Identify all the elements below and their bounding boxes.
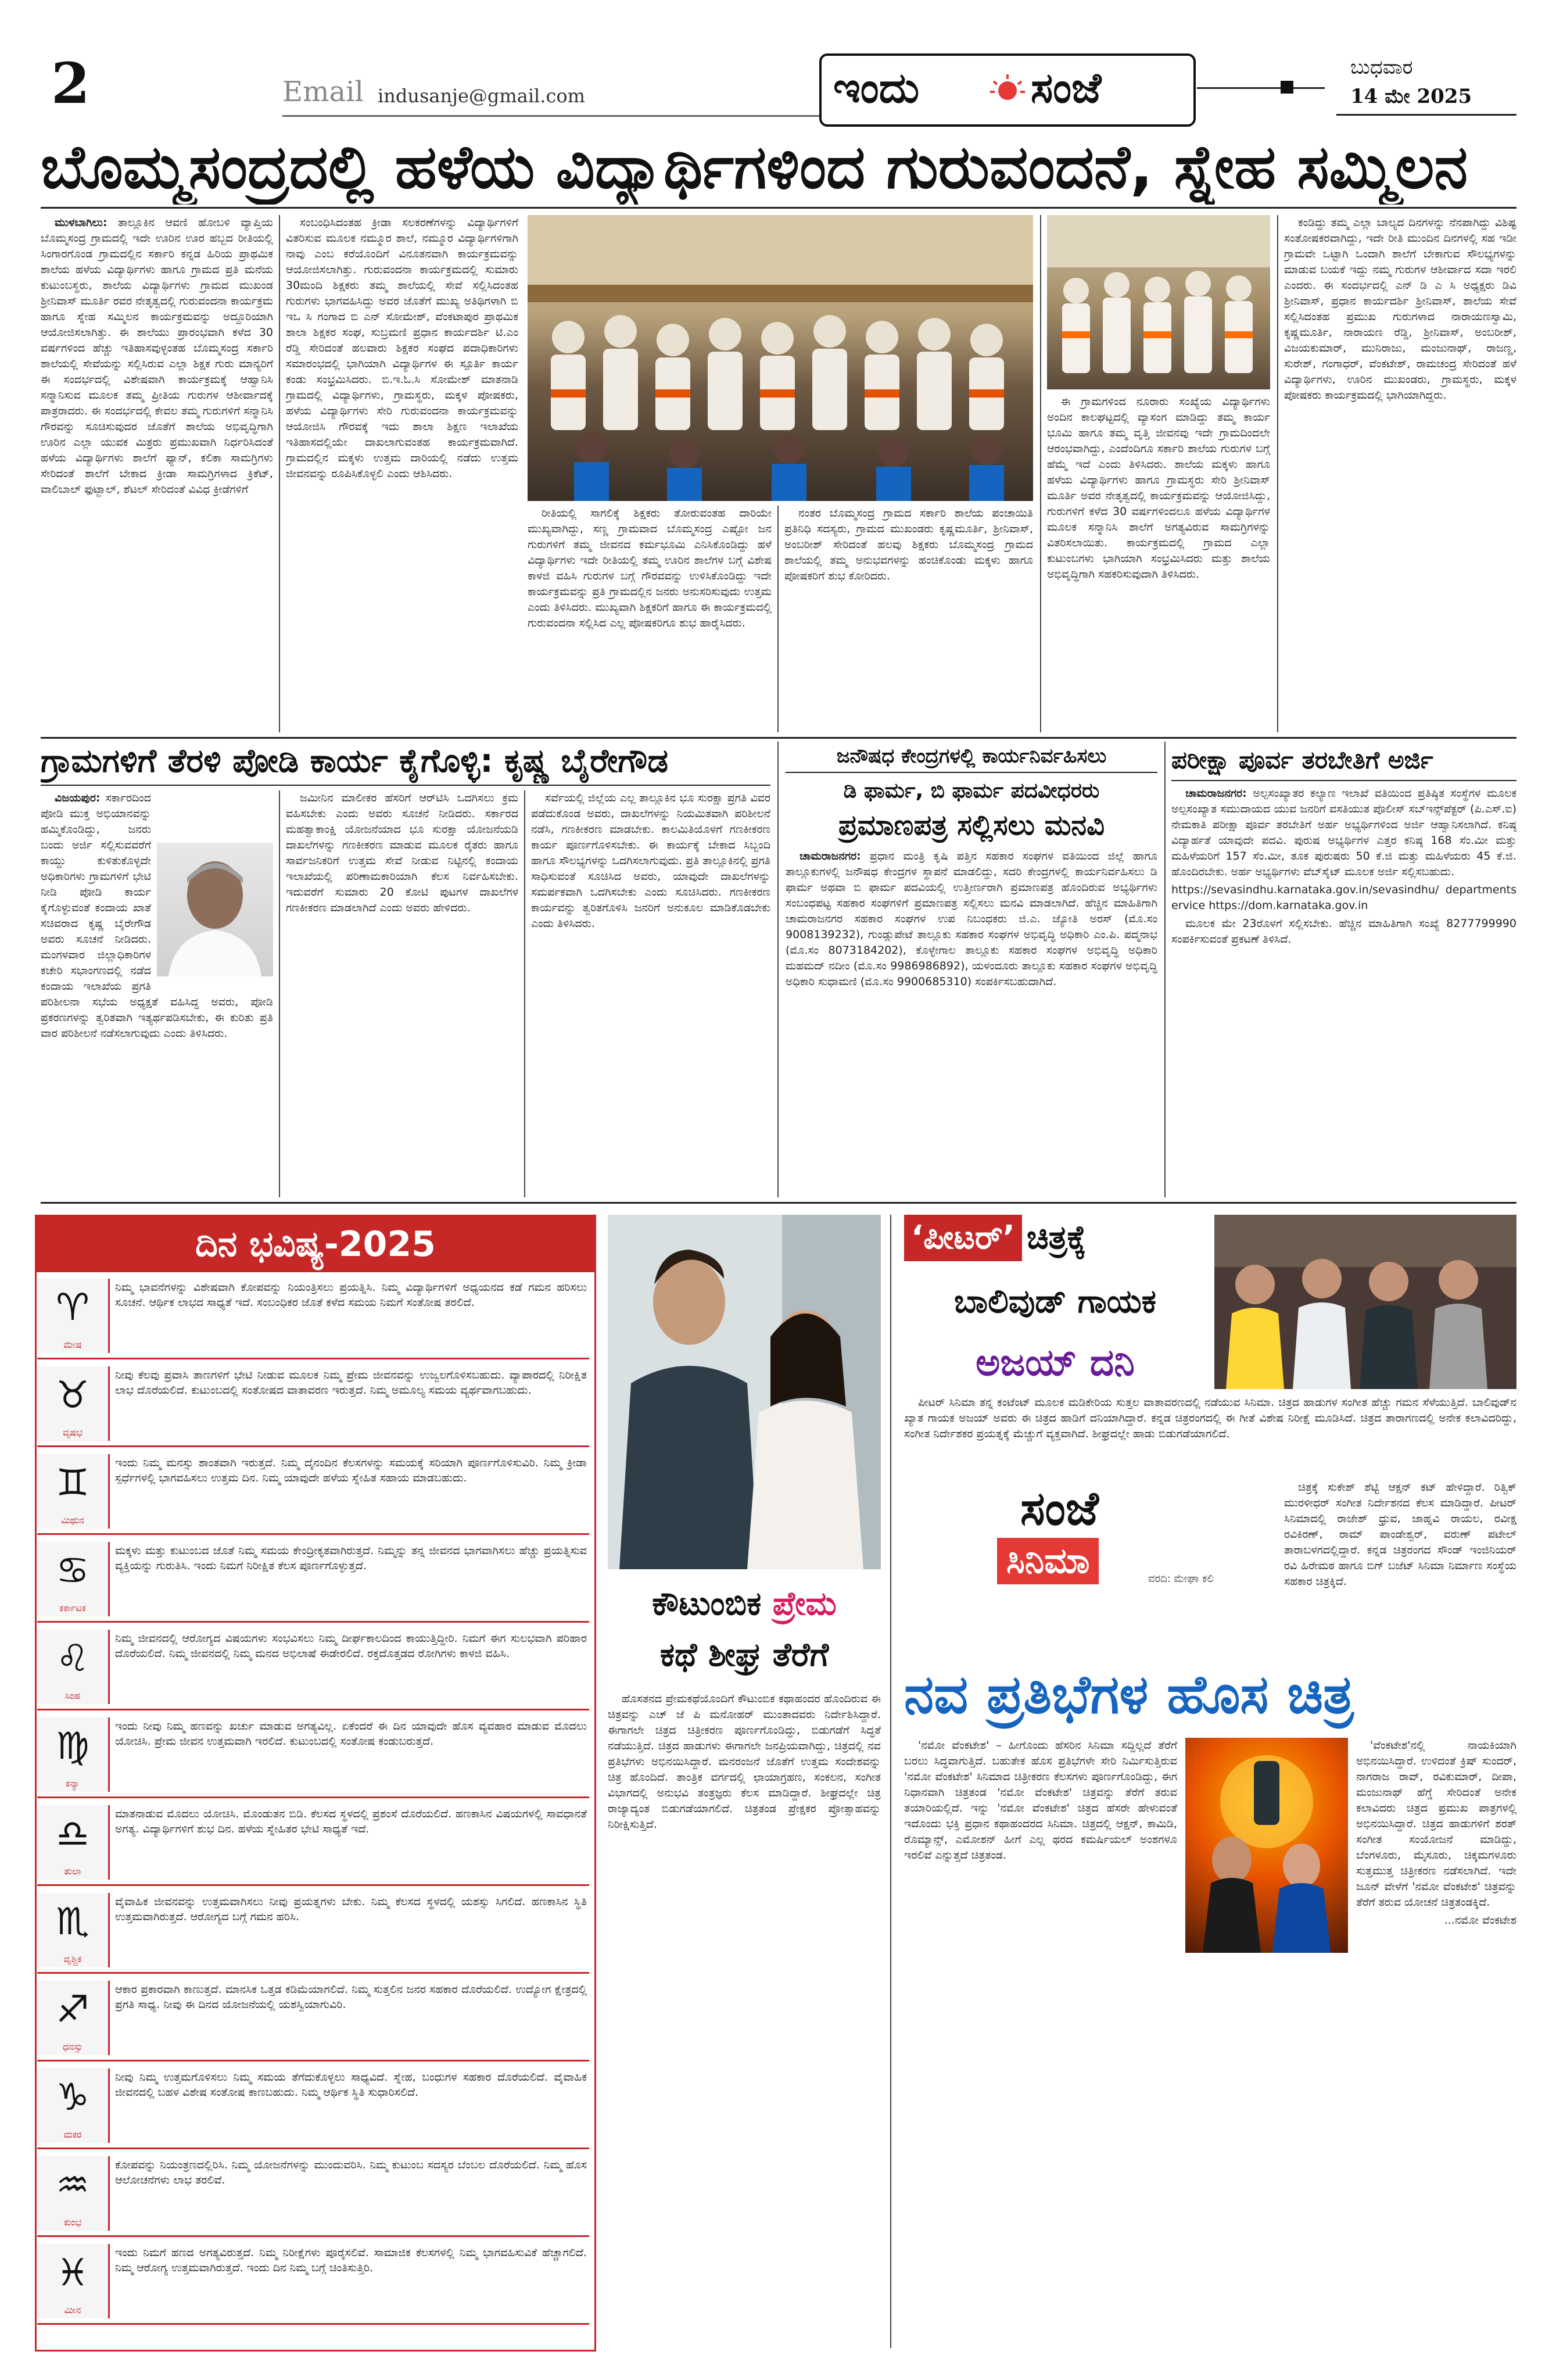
- story4-tail: ಮೂಲಕ ಮೇ 23ರೊಳಗೆ ಸಲ್ಲಿಸಬೇಕು. ಹೆಚ್ಚಿನ ಮಾಹಿತಿಗಾಗಿ ಸಂಖ್ಯೆ 8277799990 ಸಂಪರ್ಕಿಸುವಂತೆ ಪ್ರಕಟಣೆ ತಿಳಿಸಿದೆ.: [1171, 917, 1516, 946]
- weekday: ಬುಧವಾರ: [1350, 56, 1413, 79]
- masthead-right: ಸಂಜೆ: [1031, 63, 1102, 112]
- zodiac-name: ಮಕರ: [63, 2129, 82, 2140]
- lead-rule: [41, 207, 1516, 209]
- minister-portrait: [157, 843, 273, 976]
- story3-body: [786, 849, 1157, 1197]
- lead-col-6: [1284, 215, 1516, 732]
- film2-title-rest: ಚಿತ್ರಕ್ಕೆ: [1026, 1219, 1087, 1257]
- film2-photo: [1214, 1215, 1516, 1389]
- film2-body-2: [1284, 1480, 1516, 1660]
- film2-title: [904, 1215, 1206, 1267]
- film-vrule: [890, 1215, 891, 2348]
- film2-line2: ಬಾಲಿವುಡ್ ಗಾಯಕ: [954, 1283, 1156, 1320]
- story2-col1-text: ಸರ್ಕಾರದಿಂದ ಪೋಡಿ ಮುಕ್ತ ಅಭಿಯಾನವನ್ನು ಹಮ್ಮಿಕೊಂಡಿದ್ದು, ಜನರು ಬಂದು ಅರ್ಜಿ ಸಲ್ಲಿಸುವವರೆಗೆ ಕಾಯ್ದು ಕುಳಿತುಕೊಳ್ಳದೇ ಅಧಿಕಾರಿಗಳು ಗ್ರಾಮಗಳಿಗೆ ಭೇಟಿ ನೀಡಿ ಪೋಡಿ ಕಾರ್ಯ ಕೈಗೊಳ್ಳುವಂತೆ ಕಂದಾಯ ಖಾತೆ ಸಚಿವರಾದ ಕೃಷ್ಣ ಬೈರೇಗೌಡ ಅವರು ಸೂಚನೆ ನೀಡಿದರು. ಮಂಗಳವಾರ ಜಿಲ್ಲಾಧಿಕಾರಿಗಳ ಕಚೇರಿ ಸಭಾಂಗಣದಲ್ಲಿ ನಡೆದ ಕಂದಾಯ ಇಲಾಖೆಯ ಪ್ರಗತಿ ಪರಿಶೀಲನಾ ಸಭೆಯ ಅಧ್ಯಕ್ಷತೆ ವಹಿಸಿದ್ದ ಅವರು, ಪೋಡಿ ಪ್ರಕರಣಗಳನ್ನು ತ್ವರಿತವಾಗಿ ಇತ್ಯರ್ಥಪಡಿಸಬೇಕು, ಈ ಕುರಿತು ಪ್ರತಿ ವಾರ ಪರಿಶೀಲನೆ ನಡೆಸಲಾಗುವುದು ಎಂದು ತಿಳಿಸಿದರು.: [41, 792, 273, 1040]
- zodiac-glyph-icon: ♍: [56, 1725, 89, 1768]
- lead-col5-text: ಈ ಗ್ರಾಮಗಳಿಂದ ನೂರಾರು ಸಂಖ್ಯೆಯ ವಿದ್ಯಾರ್ಥಿಗಳು ಅಂದಿನ ಕಾಲಘಟ್ಟದಲ್ಲಿ ವ್ಯಾಸಂಗ ಮಾಡಿದ್ದು ತಮ್ಮ ಕಾರ್ಯ ಭೂಮಿ ಹಾಗೂ ತಮ್ಮ ವೃತ್ತಿ ಜೀವನವು ಇದೇ ಗ್ರಾಮದಿಂದಲೇ ಆರಂಭವಾಗಿದ್ದು, ಎಂದೆಂದಿಗೂ ಸರ್ಕಾರಿ ಶಾಲೆಯ ಗುರುಗಳ ಬಗ್ಗೆ ಹೆಮ್ಮೆ ಇದೆ ಎಂದು ತಿಳಿಸಿದರು. ಶಾಲೆಯ ಮಕ್ಕಳು ಹಾಗೂ ಹಳೆಯ ವಿದ್ಯಾರ್ಥಿಗಳು ಹಾಗೂ ಗ್ರಾಮಸ್ಥರು ಸೇರಿ ಶ್ರೀನಿವಾಸ್ ಮೂರ್ತಿ ಅವರ ನೇತೃತ್ವದಲ್ಲಿ ಕಾರ್ಯಕ್ರಮವನ್ನು ಆಯೋಜಿಸಿದ್ದು, ಗುರುಗಳಿಗೆ ಕಳೆದ 30 ವರ್ಷಗಳಿಂದಲೂ ಹಳೆಯ ವಿದ್ಯಾರ್ಥಿಗಳ ಮೂಲಕ ಸನ್ಮಾನಿಸಿ ಶಾಲೆಗೆ ಅಗತ್ಯವಿರುವ ಸಾಮಗ್ರಿಗಳನ್ನು ವಿತರಿಸಲಾಯಿತು. ಕಾರ್ಯಕ್ರಮದಲ್ಲಿ ಗ್ರಾಮದ ಎಲ್ಲಾ ಕುಟುಂಬಗಳು ಭಾಗಿಯಾಗಿ ಸಂಭ್ರಮಿಸಿದರು ಮತ್ತು ಶಾಲೆಯ ಅಭಿವೃದ್ಧಿಗಾಗಿ ಸಹಕರಿಸುವುದಾಗಿ ತಿಳಿಸಿದರು.: [1047, 395, 1270, 581]
- page-header: [0, 0, 1556, 134]
- lead-col-4: [784, 506, 1033, 732]
- lead-headline: ಬೊಮ್ಮಸಂದ್ರದಲ್ಲಿ ಹಳೆಯ ವಿದ್ಯಾರ್ಥಿಗಳಿಂದ ಗುರುವಂದನೆ, ಸ್ನೇಹ ಸಮ್ಮಿಲನ: [41, 131, 1468, 202]
- story2-col3-text: ಸರ್ವೆಯಲ್ಲಿ ಜಿಲ್ಲೆಯ ಎಲ್ಲ ತಾಲ್ಲೂಕಿನ ಭೂ ಸುರಕ್ಷಾ ಪ್ರಗತಿ ವಿವರ ಪಡೆದುಕೊಂಡ ಅವರು, ದಾಖಲೆಗಳನ್ನು ನಿಯಮಿತವಾಗಿ ಪರಿಶೀಲನೆ ನಡೆಸಿ, ಗಣಕೀಕರಣ ಮಾಡಬೇಕು. ಕಾಲಮಿತಿಯೊಳಗೆ ಗಣಕೀಕರಣ ಕಾರ್ಯ ಪೂರ್ಣಗೊಳಿಸಬೇಕು. ಈ ಕಾರ್ಯಕ್ಕೆ ಬೇಕಾದ ಸಿಬ್ಬಂದಿ ಹಾಗೂ ಸೌಲಭ್ಯಗಳನ್ನು ಒದಗಿಸಲಾಗುವುದು. ಪ್ರತಿ ತಾಲ್ಲೂಕಿನಲ್ಲಿ ಪ್ರಗತಿ ಸಾಧಿಸುವಂತೆ ಸೂಚಿಸಿದ ಅವರು, ಯಾವುದೇ ದಾಖಲೆಗಳನ್ನು ಸಮರ್ಪಕವಾಗಿ ಒದಗಿಸಬೇಕು ಎಂದು ಸೂಚಿಸಿದರು. ಗಣಕೀಕರಣ ಕಾರ್ಯವನ್ನು ತ್ವರಿತಗೊಳಿಸಿ ಜನರಿಗೆ ಅನುಕೂಲ ಮಾಡಿಕೊಡಬೇಕು ಎಂದು ತಿಳಿಸಿದರು.: [531, 792, 770, 930]
- story3-dateline: ಚಾಮರಾಜನಗರ:: [799, 850, 861, 862]
- zodiac-name: ಕುಂಭ: [63, 2217, 82, 2228]
- lead-bottom-rule: [41, 737, 1516, 739]
- zodiac-name: ವೃಶ್ಚಿಕ: [63, 1953, 82, 1964]
- story3-kicker-rule: [786, 772, 1157, 773]
- zodiac-glyph-icon: ♉: [56, 1374, 89, 1417]
- email-address[interactable]: indusanje@gmail.com: [378, 85, 585, 107]
- story3-kicker: ಜನೌಷಧ ಕೇಂದ್ರಗಳಲ್ಲಿ ಕಾರ್ಯನಿರ್ವಹಿಸಲು: [836, 745, 1107, 768]
- horoscope-row: [37, 1891, 589, 1974]
- sanje-label: ಸಂಜೆ: [1020, 1481, 1099, 1536]
- story4-url-1[interactable]: https://sevasindhu.karnataka.gov.in/sevasindhu/: [1171, 883, 1439, 896]
- zodiac-sign-icon: [37, 1454, 110, 1529]
- lead-col3-text: ರೀತಿಯಲ್ಲಿ ಸಾಗಲಿಕ್ಕೆ ಶಿಕ್ಷಕರು ತೋರುವಂತಹ ದಾರಿಯೇ ಮುಖ್ಯವಾಗಿದ್ದು, ಸಣ್ಣ ಗ್ರಾಮವಾದ ಬೊಮ್ಮಸಂದ್ರ ಎಷ್ಟೋ ಜನ ಗುರುಗಳಿಗೆ ತಮ್ಮ ಜೀವನದ ಕರ್ಮಭೂಮಿ ಎನಿಸಿಕೊಂಡಿದ್ದು ಹಳೆ ವಿದ್ಯಾರ್ಥಿಗಳು ಇದೇ ರೀತಿಯಲ್ಲಿ ತಮ್ಮ ಊರಿನ ಶಾಲೆಗಳ ಬಗ್ಗೆ ವಿಶೇಷ ಕಾಳಜಿ ವಹಿಸಿ ಗುರುಗಳ ಬಗ್ಗೆ ಗೌರವವನ್ನು ಉಳಿಸಿಕೊಂಡಿದ್ದು ಇದೇ ಕಾರ್ಯಕ್ರಮವನ್ನು ಪ್ರತಿ ಗ್ರಾಮದಲ್ಲಿನ ಜನರು ಅನುಸರಿಸುವುದು ಉತ್ತಮ ಎಂದು ತಿಳಿಸಿದರು. ಮುಖ್ಯವಾಗಿ ಶಿಕ್ಷಕರಿಗೆ ಹಾಗೂ ಈ ಕಾರ್ಯಕ್ರಮದಲ್ಲಿ ಗುರುವಂದನಾ ಸಲ್ಲಿಸಿದ ಎಲ್ಲ ಪೋಷಕರಿಗೂ ಶುಭ ಹಾರೈಸಿದರು.: [528, 507, 772, 629]
- page-number: 2: [51, 51, 90, 116]
- film3-body1-text: 'ನಮೋ ವೆಂಕಟೇಶ' – ಹೀಗೊಂದು ಹೆಸರಿನ ಸಿನಿಮಾ ಸದ್ದಿಲ್ಲದೆ ತೆರೆಗೆ ಬರಲು ಸಿದ್ಧವಾಗುತ್ತಿದೆ. ಬಹುತೇಕ ಹೊಸ ಪ್ರತಿಭೆಗಳೇ ಸೇರಿ ನಿರ್ಮಿಸುತ್ತಿರುವ 'ನಮೋ ವೆಂಕಟೇಶ' ಸಿನಿಮಾದ ಚಿತ್ರೀಕರಣ ಕೆಲಸಗಳು ಪೂರ್ಣಗೊಂಡಿದ್ದು, ಈಗ ನಿಧಾನವಾಗಿ ಚಿತ್ರತಂಡ 'ನಮೋ ವೆಂಕಟೇಶ' ಚಿತ್ರವನ್ನು ತೆರೆಗೆ ತರುವ ತಯಾರಿಯಲ್ಲಿದೆ. ಇನ್ನು 'ನಮೋ ವೆಂಕಟೇಶ' ಚಿತ್ರದ ಹೆಸರೇ ಹೇಳುವಂತೆ ಇದೊಂದು ಭಕ್ತಿ ಪ್ರಧಾನ ಕಥಾಹಂದರದ ಸಿನಿಮಾ. ಚಿತ್ರದಲ್ಲಿ ಆಕ್ಷನ್, ಕಾಮಿಡಿ, ರೊಮ್ಯಾನ್ಸ್, ಎಮೋಶನ್ ಹೀಗೆ ಎಲ್ಲ ಥರದ ಕಮರ್ಷಿಯಲ್ ಅಂಶಗಳೂ ಇರಲಿವೆ ಎನ್ನುತ್ತದೆ ಚಿತ್ರತಂಡ.: [904, 1739, 1177, 1862]
- horoscope-row: [37, 1452, 589, 1535]
- lead-photo: [528, 215, 1033, 501]
- story2-vrule-3: [777, 742, 779, 1197]
- zodiac-glyph-icon: ♋: [56, 1549, 89, 1592]
- lead-col2-text: ಸಂಬಂಧಿಸಿದಂತಹ ಕ್ರೀಡಾ ಸಲಕರಣೆಗಳನ್ನು ವಿದ್ಯಾರ್ಥಿಗಳಿಗೆ ವಿತರಿಸುವ ಮೂಲಕ ನಮ್ಮೂರ ಶಾಲೆ, ನಮ್ಮೂರ ವಿದ್ಯಾರ್ಥಿಗಳಿಗಾಗಿ ನಾವು ಎಂಬ ಕರೆಯೊಂದಿಗೆ ವಿನೂತನವಾಗಿ ಕಾರ್ಯಕ್ರಮವನ್ನು ಆಯೋಜಿಸಲಾಗಿತ್ತು. ಗುರುವಂದನಾ ಕಾರ್ಯಕ್ರಮದಲ್ಲಿ ಸುಮಾರು 30ಮಂದಿ ಶಿಕ್ಷಕರು ತಮ್ಮ ಶಾಲೆಯಲ್ಲಿ ಸೇವೆ ಸಲ್ಲಿಸಿದಂತಹ ಗುರುಗಳು ಭಾಗವಹಿಸಿದ್ದು ಅವರ ಜೊತೆಗೆ ಮುಖ್ಯ ಅತಿಥಿಗಳಾಗಿ ಬಿ ಇಒ ಸಿ ಗಂಗಾದ ಬಿ ಎನ್ ಸೋಮೇಶ್, ವೆಂಕಟಾಪುರ ಪ್ರಾಥಮಿಕ ಶಾಲಾ ಶಿಕ್ಷಕರ ಸಂಘ, ಸುಬ್ರಮಣಿ ಪ್ರಧಾನ ಕಾರ್ಯದರ್ಶಿ ಟಿ.ಎಂ ರೆಡ್ಡಿ ಸೇರಿದಂತೆ ಹಲವಾರು ಶಿಕ್ಷಕರ ಸಂಘದ ಪದಾಧಿಕಾರಿಗಳು ಸಮಾರಂಭದಲ್ಲಿ ಭಾಗಿಯಾಗಿ ವಿದ್ಯಾರ್ಥಿಗಳ ಈ ಸ್ಪೂರ್ತಿ ಕಾರ್ಯ ಕಂಡು ಸಂಭ್ರಮಿಸಿದರು. ಬಿ.ಇ.ಓ.ಸಿ ಸೋಮೇಶ್ ಮಾತನಾಡಿ ಗ್ರಾಮದಲ್ಲಿ ವಿದ್ಯಾರ್ಥಿಗಳು, ಗ್ರಾಮಸ್ಥರು, ಮಕ್ಕಳ ಪೋಷಕರು, ಹಳೆಯ ವಿದ್ಯಾರ್ಥಿಗಳು ಸೇರಿ ಗುರುವಂದನಾ ಕಾರ್ಯಕ್ರಮವನ್ನು ಆಯೋಜಿಸಿ ಗೌರವಕ್ಕೆ ಇದು ಶಾಲಾ ಶಿಕ್ಷಣ ಇಲಾಖೆಯ ಇತಿಹಾಸದಲ್ಲಿಯೇ ದಾಖಲಾಗುವಂತಹ ಕಾರ್ಯಕ್ರಮವಾಗಿದೆ. ಗ್ರಾಮದಲ್ಲಿನ ಮಕ್ಕಳು ಉತ್ತಮ ದಾರಿಯಲ್ಲಿ ನಡೆದು ಉತ್ತಮ ಜೀವನವನ್ನು ರೂಪಿಸಿಕೊಳ್ಳಲಿ ಎಂದು ಆಶಿಸಿದರು.: [286, 216, 518, 480]
- header-bullet: [1281, 81, 1293, 94]
- story3-headline: ಪ್ರಮಾಣಪತ್ರ ಸಲ್ಲಿಸಲು ಮನವಿ: [838, 809, 1105, 842]
- story2-vrule-2: [524, 790, 525, 1197]
- masthead: [819, 53, 1196, 127]
- zodiac-sign-icon: [37, 2068, 110, 2143]
- film1-headline-accent: ಪ್ರೇಮ: [772, 1585, 837, 1623]
- zodiac-forecast: ಕೋಪವನ್ನು ನಿಯಂತ್ರಣದಲ್ಲಿರಿಸಿ. ನಿಮ್ಮ ಯೋಜನೆಗಳನ್ನು ಮುಂದುವರಿಸಿ. ನಿಮ್ಮ ಕುಟುಂಬ ಸದಸ್ಯರ ಬೆಂಬಲ ದೊರೆಯಲಿದೆ. ನಿಮ್ಮ ಹೊಸ ಆಲೋಚನೆಗಳು ಲಾಭ ತರಲಿವೆ.: [115, 2159, 587, 2186]
- zodiac-sign-icon: [37, 2156, 110, 2231]
- horoscope-row: [37, 2066, 589, 2149]
- zodiac-forecast: ಮಕ್ಕಳು ಮತ್ತು ಕುಟುಂಬದ ಜೊತೆ ನಿಮ್ಮ ಸಮಯ ಕೇಂದ್ರೀಕೃತವಾಗಿರುತ್ತದೆ. ನಿಮ್ಮನ್ನು ತನ್ನ ಜೀವನದ ಭಾಗವಾಗಿಸಲು ಹೆಚ್ಚು ಪ್ರಯತ್ನಿಸುವ ವ್ಯಕ್ತಿಯನ್ನು ಗುರುತಿಸಿ. ಇಂದು ನಿಮಗೆ ನಿರೀಕ್ಷಿತ ಕೆಲಸ ಪೂರ್ಣಗೊಳ್ಳುತ್ತದೆ.: [115, 1544, 587, 1572]
- film1-photo: [608, 1215, 881, 1569]
- zodiac-name: ಮೀನ: [64, 2304, 81, 2315]
- zodiac-glyph-icon: ♒: [56, 2164, 89, 2207]
- story2-col2-text: ಜಮೀನಿನ ಮಾಲೀಕರ ಹೆಸರಿಗೆ ಆರ್‌ಟಿಸಿ ಒದಗಿಸಲು ಕ್ರಮ ವಹಿಸಬೇಕು ಎಂದು ಅವರು ಸೂಚನೆ ನೀಡಿದರು. ಸರ್ಕಾರದ ಮಹತ್ವಾಕಾಂಕ್ಷಿ ಯೋಜನೆಯಾದ ಭೂ ಸುರಕ್ಷಾ ಯೋಜನೆಯಡಿ ದಾಖಲೆಗಳನ್ನು ಗಣಕೀಕರಣ ಮಾಡುವ ಮೂಲಕ ರೈತರು ಹಾಗೂ ಸಾರ್ವಜನಿಕರಿಗೆ ಉತ್ತಮ ಸೇವೆ ನೀಡುವ ನಿಟ್ಟಿನಲ್ಲಿ ಕಂದಾಯ ಇಲಾಖೆಯಲ್ಲಿ ಪರಿಣಾಮಕಾರಿಯಾಗಿ ಕೆಲಸ ನಿರ್ವಹಿಸಬೇಕು. ಇದುವರೆಗೆ ಸುಮಾರು 20 ಕೋಟಿ ಪುಟಗಳ ದಾಖಲೆಗಳ ಗಣಕೀಕರಣ ಮಾಡಲಾಗಿದೆ ಎಂದು ಅವರು ಹೇಳಿದರು.: [286, 792, 518, 914]
- zodiac-glyph-icon: ♎: [56, 1813, 89, 1856]
- zodiac-glyph-icon: ♌: [56, 1637, 89, 1680]
- zodiac-forecast: ಇಂದು ನಿಮ್ಮ ಮನಸ್ಸು ಶಾಂತವಾಗಿ ಇರುತ್ತದೆ. ನಿಮ್ಮ ದೈನಂದಿನ ಕೆಲಸಗಳನ್ನು ಸಮಯಕ್ಕೆ ಸರಿಯಾಗಿ ಪೂರ್ಣಗೊಳಿಸುವಿರಿ. ನಿಮ್ಮ ಕ್ರೀಡಾ ಸ್ಪರ್ಧೆಗಳಲ್ಲಿ ಭಾಗವಹಿಸಲು ಉತ್ತಮ ದಿನ. ನಿಮ್ಮ ಯಾವುದೇ ಹಳೆಯ ಸ್ನೇಹಿತ ಸಹಾಯ ಮಾಡಬಹುದು.: [115, 1456, 587, 1484]
- zodiac-forecast: ಆಕಾರ ಪ್ರಕಾರವಾಗಿ ಕಾಣುತ್ತದೆ. ಮಾನಸಿಕ ಒತ್ತಡ ಕಡಿಮೆಯಾಗಲಿದೆ. ನಿಮ್ಮ ಸುತ್ತಲಿನ ಜನರ ಸಹಕಾರ ದೊರೆಯಲಿದೆ. ಉದ್ಯೋಗ ಕ್ಷೇತ್ರದಲ್ಲಿ ಪ್ರಗತಿ ಸಾಧ್ಯ. ನೀವು ಈ ದಿನದ ಯೋಜನೆಯಲ್ಲಿ ಯಶಸ್ವಿಯಾಗುವಿರಿ.: [115, 1983, 587, 2011]
- story2-dateline: ವಿಜಯಪುರ:: [55, 792, 101, 804]
- sun-logo-icon: [990, 73, 1025, 105]
- film2-body-text: ಪೀಟರ್ ಸಿನಿಮಾ ತನ್ನ ಕಂಟೆಂಟ್ ಮೂಲಕ ಮಡಿಕೇರಿಯ ಸುತ್ತಲ ವಾತಾವರಣದಲ್ಲಿ ನಡೆಯುವ ಸಿನಿಮಾ. ಚಿತ್ರದ ಹಾಡುಗಳ ಸಂಗೀತ ಹೆಚ್ಚು ಗಮನ ಸೆಳೆಯುತ್ತಿದೆ. ಬಾಲಿವುಡ್‌ನ ಖ್ಯಾತ ಗಾಯಕ ಅಜಯ್ ಅವರು ಈ ಚಿತ್ರದ ಹಾಡಿಗೆ ದನಿಯಾಗಿದ್ದಾರೆ. ಕನ್ನಡ ಚಿತ್ರರಂಗದಲ್ಲಿ ಈ ಗೀತೆ ವಿಶೇಷ ನಿರೀಕ್ಷೆ ಮೂಡಿಸಿದೆ. ಚಿತ್ರದ ತಾರಾಗಣದಲ್ಲಿ ಅನೇಕ ಕಲಾವಿದರಿದ್ದು, ಸಂಗೀತ ನಿರ್ದೇಶಕರ ಪ್ರಯತ್ನಕ್ಕೆ ಮೆಚ್ಚುಗೆ ವ್ಯಕ್ತವಾಗಿದೆ. ಶೀಘ್ರದಲ್ಲೇ ಹಾಡು ಬಿಡುಗಡೆಯಾಗಲಿದೆ.: [904, 1396, 1516, 1440]
- story2-col-1: [41, 790, 273, 1197]
- film3-body2-text: 'ವೆಂಕಟೇಶ'ನಲ್ಲಿ ನಾಯಕಿಯಾಗಿ ಅಭಿನಯಿಸಿದ್ದಾರೆ. ಉಳಿದಂತೆ ಕ್ರಿಷ್ ಸುಂದರ್, ನಾಗರಾಜ ರಾವ್, ರವಿಕುಮಾರ್, ದೀಪಾ, ಮಂಜುನಾಥ್ ಹೆಗ್ಡೆ ಸೇರಿದಂತೆ ಅನೇಕ ಕಲಾವಿದರು ಚಿತ್ರದ ಪ್ರಮುಖ ಪಾತ್ರಗಳಲ್ಲಿ ಅಭಿನಯಿಸಿದ್ದಾರೆ. ಚಿತ್ರದ ಹಾಡುಗಳಿಗೆ ಶರತ್ ಸಂಗೀತ ಸಂಯೋಜನೆ ಮಾಡಿದ್ದು, ಬೆಂಗಳೂರು, ಮೈಸೂರು, ಚಿಕ್ಕಮಗಳೂರು ಸುತ್ತಮುತ್ತ ಚಿತ್ರೀಕರಣ ನಡೆಸಲಾಗಿದೆ. ಇದೇ ಜೂನ್ ವೇಳೆಗೆ 'ನಮೋ ವೆಂಕಟೇಶ' ಚಿತ್ರವನ್ನು ತೆರೆಗೆ ತರುವ ಯೋಚನೆ ಚಿತ್ರತಂಡಕ್ಕಿದೆ.: [1356, 1739, 1516, 1909]
- story2-rule: [41, 785, 770, 786]
- film3-col-1: [904, 1738, 1177, 2348]
- lead-col1-text: ತಾಲ್ಲೂಕಿನ ಆವಣಿ ಹೋಬಳಿ ವ್ಯಾಪ್ತಿಯ ಬೊಮ್ಮಸಂದ್ರ ಗ್ರಾಮದಲ್ಲಿ ಇದೇ ಊರಿನ ಊರ ಹಬ್ಬದ ರೀತಿಯಲ್ಲಿ ಸಿಂಗಾರಗೊಂಡ ಗ್ರಾಮದಲ್ಲಿನ ಸರ್ಕಾರಿ ಕನ್ನಡ ಹಿರಿಯ ಪ್ರಾಥಮಿಕ ಶಾಲೆಯ ಹಳೆಯ ವಿದ್ಯಾರ್ಥಿಗಳು ಹಾಗೂ ಗ್ರಾಮದ ಪ್ರತಿ ಮನೆಯ ಕುಟುಂಬಸ್ಥರು, ಶಾಲೆಯ ವಿದ್ಯಾರ್ಥಿಗಳು ಗ್ರಾಮದ ಮುಖಂಡ ಶ್ರೀನಿವಾಸ್ ಮೂರ್ತಿ ರವರ ನೇತೃತ್ವದಲ್ಲಿ ಗುರುವಂದನಾ ಕಾರ್ಯಕ್ರಮ ಹಾಗೂ ಸ್ನೇಹ ಸಮ್ಮಿಲನ ಕಾರ್ಯಕ್ರಮವನ್ನು ಅದ್ದೂರಿಯಾಗಿ ಆಯೋಜಿಸಲಾಗಿತ್ತು. ಈ ಶಾಲೆಯು ಪ್ರಾರಂಭವಾಗಿ ಕಳೆದ 30 ವರ್ಷಗಳಿಂದ ಹೆಚ್ಚು ಇತಿಹಾಸವುಳ್ಳಂತಹ ಬೊಮ್ಮಸಂದ್ರ ಸರ್ಕಾರಿ ಶಾಲೆಯಲ್ಲಿ ಸೇವೆಯನ್ನು ಸಲ್ಲಿಸಿರುವ ಎಲ್ಲಾ ಶಿಕ್ಷಕ ಗುರು ಮಾನ್ಯರಿಗೆ ಈ ಸಂದರ್ಭದಲ್ಲಿ ವಿಶೇಷವಾಗಿ ಕಾರ್ಯಕ್ರಮಕ್ಕೆ ಆಹ್ವಾನಿಸಿ ಸನ್ಮಾನಿಸುವ ಮೂಲಕ ತಮ್ಮ ಪ್ರೀತಿಯ ಗುರುಗಳ ಆಶೀರ್ವಾದಕ್ಕೆ ಪಾತ್ರರಾದರು. ಈ ಸಂದರ್ಭದಲ್ಲಿ ಕೇವಲ ತಮ್ಮ ಗುರುಗಳಿಗೆ ಸನ್ಮಾನಿಸಿ ಗೌರವನ್ನು ಸೂಚಿಸುವುದರ ಜೊತೆಗೆ ಶಾಲೆಯ ಅಭಿವೃದ್ಧಿಗಾಗಿ ಊರಿನ ಎಲ್ಲಾ ಯುವಕ ಮಿತ್ರರು ಪ್ರಮುಖವಾಗಿ ನಿರ್ಧರಿಸಿದಂತೆ ಹಳೆಯ ವಿದ್ಯಾರ್ಥಿಗಳು ಶಾಲೆಗೆ ಫ್ಯಾನ್, ಕಲಿಕಾ ಸಾಮಗ್ರಿಗಳು ಸೇರಿದಂತೆ ಶಾಲೆಗೆ ಬೇಕಾದ ಕ್ರೀಡಾ ಸಾಮಗ್ರಿಗಳಾದ ಕ್ರಿಕೆಟ್, ವಾಲಿಬಾಲ್ ಫುಟ್ಬಾಲ್, ಶೆಟಲ್ ಸೇರಿದಂತೆ ವಿವಿಧ ಕ್ರೀಡೆಗಳಿಗೆ: [41, 216, 273, 496]
- zodiac-forecast: ನೀವು ಕೆಲವು ಪ್ರವಾಸಿ ತಾಣಗಳಿಗೆ ಭೇಟಿ ನೀಡುವ ಮೂಲಕ ನಿಮ್ಮ ಪ್ರೇಮ ಜೀವನವನ್ನು ಉಜ್ವಲಗೊಳಿಸಬಹುದು. ವ್ಯಾಪಾರದಲ್ಲಿ ನಿರೀಕ್ಷಿತ ಲಾಭ ದೊರೆಯಲಿದೆ. ಕುಟುಂಬದಲ್ಲಿ ಸಂತೋಷದ ವಾತಾವರಣ ಇರುತ್ತದೆ. ನಿಮ್ಮ ಅಮೂಲ್ಯ ಸಮಯ ವ್ಯರ್ಥವಾಗಬಹುದು.: [115, 1369, 587, 1397]
- horoscope-row: [37, 2154, 589, 2237]
- horoscope-row: [37, 1627, 589, 1710]
- zodiac-sign-icon: [37, 1630, 110, 1704]
- film3-col-2: [1356, 1738, 1516, 2348]
- film1-body-text: ಹೊಸತನದ ಪ್ರೇಮಕಥೆಯೊಂದಿಗೆ ಕೌಟುಂಬಿಕ ಕಥಾಹಂದರ ಹೊಂದಿರುವ ಈ ಚಿತ್ರವನ್ನು ಎಚ್ ಜೆ ಪಿ ಮನೋಹರ್ ಮುಂತಾದವರು ನಿರ್ದೇಶಿಸಿದ್ದಾರೆ. ಈಗಾಗಲೇ ಚಿತ್ರದ ಚಿತ್ರೀಕರಣ ಪೂರ್ಣಗೊಂಡಿದ್ದು, ಬಿಡುಗಡೆಗೆ ಸಿದ್ಧತೆ ನಡೆಯುತ್ತಿದೆ. ಚಿತ್ರದ ಹಾಡುಗಳು ಈಗಾಗಲೇ ಜನಪ್ರಿಯವಾಗಿದ್ದು, ಚಿತ್ರದಲ್ಲಿ ನವ ಪ್ರತಿಭೆಗಳು ಅಭಿನಯಿಸಿದ್ದಾರೆ. ಮನರಂಜನೆ ಜೊತೆಗೆ ಉತ್ತಮ ಸಂದೇಶವನ್ನು ಚಿತ್ರ ಹೊಂದಿದೆ. ತಾಂತ್ರಿಕ ವರ್ಗದಲ್ಲಿ ಛಾಯಾಗ್ರಹಣ, ಸಂಕಲನ, ಸಂಗೀತ ವಿಭಾಗದಲ್ಲಿ ಅನುಭವಿ ತಂತ್ರಜ್ಞರು ಕೆಲಸ ಮಾಡಿದ್ದಾರೆ. ಶೀಘ್ರದಲ್ಲೇ ಚಿತ್ರ ರಾಜ್ಯಾದ್ಯಂತ ಬಿಡುಗಡೆಯಾಗಲಿದೆ. ಚಿತ್ರತಂಡ ಪ್ರೇಕ್ಷಕರ ಪ್ರೋತ್ಸಾಹವನ್ನು ನಿರೀಕ್ಷಿಸುತ್ತಿದೆ.: [608, 1692, 881, 1831]
- horoscope-row: [37, 1276, 589, 1359]
- masthead-left: ಇಂದು: [833, 63, 920, 112]
- lead-dateline: ಮುಳಬಾಗಿಲು:: [55, 216, 107, 229]
- story4-body-text: ಅಲ್ಪಸಂಖ್ಯಾತರ ಕಲ್ಯಾಣ ಇಲಾಖೆ ವತಿಯಿಂದ ಪ್ರತಿಷ್ಠಿತ ಸಂಸ್ಥೆಗಳ ಮೂಲಕ ಅಲ್ಪಸಂಖ್ಯಾತ ಸಮುದಾಯದ ಯುವ ಜನರಿಗೆ ವಸತಿಯುತ ಪೊಲೀಸ್ ಸಬ್‌ಇನ್ಸ್‌ಪೆಕ್ಟರ್ (ಪಿ.ಎಸ್.ಐ) ನೇಮಕಾತಿ ಪರೀಕ್ಷಾ ಪೂರ್ವ ತರಬೇತಿಗೆ ಅರ್ಹ ಅಭ್ಯರ್ಥಿಗಳಿಂದ ಅರ್ಜಿ ಆಹ್ವಾನಿಸಲಾಗಿದೆ. ಕನಿಷ್ಠ ವಿದ್ಯಾರ್ಹತೆ ಯಾವುದೇ ಪದವಿ. ಪುರುಷ ಅಭ್ಯರ್ಥಿಗಳ ಎತ್ತರ ಕನಿಷ್ಠ 168 ಸೆಂ.ಮೀ ಮತ್ತು ಮಹಿಳೆಯರಿಗೆ 157 ಸೆಂ.ಮೀ, ತೂಕ ಪುರುಷರು 50 ಕೆ.ಜಿ ಮತ್ತು ಮಹಿಳೆಯರು 45 ಕೆ.ಜಿ. ಹೊಂದಿರಬೇಕು. ಅರ್ಹ ಅಭ್ಯರ್ಥಿಗಳು ವೆಬ್‌ಸೈಟ್ ಮೂಲಕ ಅರ್ಜಿ ಸಲ್ಲಿಸಬಹುದು.: [1171, 787, 1516, 878]
- story4-headline: ಪರೀಕ್ಷಾ ಪೂರ್ವ ತರಬೇತಿಗೆ ಅರ್ಜಿ: [1171, 746, 1433, 774]
- zodiac-glyph-icon: ♏: [56, 1901, 89, 1944]
- zodiac-glyph-icon: ♓: [56, 2252, 89, 2295]
- story3-deck: ಡಿ ಫಾರ್ಮ, ಬಿ ಫಾರ್ಮ ಪದವೀಧರರು: [843, 779, 1100, 803]
- film3-photo: [1185, 1738, 1348, 1953]
- zodiac-glyph-icon: ♑: [56, 2076, 89, 2119]
- zodiac-sign-icon: [37, 1717, 110, 1792]
- lead-col-1: [41, 215, 273, 732]
- mid-rule: [41, 1202, 1516, 1204]
- zodiac-sign-icon: [37, 1981, 110, 2055]
- film2-body2-text: ಚಿತ್ರಕ್ಕೆ ಸುಕೇಶ್ ಶೆಟ್ಟಿ ಆಕ್ಷನ್ ಕಟ್ ಹೇಳಿದ್ದಾರೆ. ರಿತ್ವಿಕ್ ಮುರಳೀಧರ್ ಸಂಗೀತ ನಿರ್ದೇಶನದ ಕೆಲಸ ಮಾಡಿದ್ದಾರೆ. ಪೀಟರ್ ಸಿನಿಮಾದಲ್ಲಿ ರಾಜೇಶ್ ಧ್ರುವ, ಜಾಹ್ನವಿ ರಾಯಲ, ರವೀಕ್ಷ ರವಿಕಿರಣ್, ರಾಮ್ ಪಾಂಡೇಶ್ವರ್, ವರುಣ್ ಪಟೇಲ್ ತಾರಾಬಳಗದಲ್ಲಿದ್ದಾರೆ. ಕನ್ನಡ ಚಿತ್ರರಂಗದ ಸೌಂಡ್ ಇಂಜಿನಿಯರ್ ರವಿ ಹಿರೇಮಠ ಹಾಗೂ ಬಿಗ್ ಬಜೆಟ್ ಸಿನಿಮಾ ನಿರ್ಮಾಣ ಸಂಸ್ಥೆಯ ಸಹಕಾರ ಚಿತ್ರಕ್ಕಿದೆ.: [1284, 1481, 1516, 1588]
- lead-vrule-3: [777, 506, 779, 732]
- horoscope-row: [37, 1364, 589, 1447]
- lead-col6-text: ಕಂಡಿದ್ದು ತಮ್ಮ ಎಲ್ಲಾ ಬಾಲ್ಯದ ದಿನಗಳನ್ನು ನೆನಪಾಗಿದ್ದು ವಿಶಿಷ್ಟ ಸಂತೋಷಕರವಾಗಿದ್ದು, ಇದೇ ರೀತಿ ಮುಂದಿನ ದಿನಗಳಲ್ಲಿ ಸಹ ಇಡೀ ಗ್ರಾಮವೇ ಒಟ್ಟಾಗಿ ಒಂದಾಗಿ ಶಾಲೆಗೆ ಬೇಕಾಗುವ ಸೌಲಭ್ಯಗಳನ್ನು ಮಾಡುವ ಬಯಕೆ ಇದ್ದು ನಮ್ಮ ಗುರುಗಳ ಆಶೀರ್ವಾದ ಸದಾ ಇರಲಿ ಎಂದರು. ಈ ಸಂದರ್ಭದಲ್ಲಿ ಎನ್ ಡಿ ಎ ಸಿ ಅಧ್ಯಕ್ಷರು ಡಿವಿ ಶ್ರೀನಿವಾಸ್, ಪ್ರಧಾನ ಕಾರ್ಯದರ್ಶಿ ಶ್ರೀನಿವಾಸ್, ಶಾಲೆಯ ಸೇವೆ ಸಲ್ಲಿಸಿದಂತಹ ಪ್ರಮುಖ ಗುರುಗಳಾದ ನಾರಾಯಣಸ್ವಾಮಿ, ಕೃಷ್ಣಮೂರ್ತಿ, ನಾರಾಯಣ ರೆಡ್ಡಿ, ಶ್ರೀನಿವಾಸ್, ಅಂಬರೀಶ್, ವಿಜಯಕುಮಾರ್, ಮುನಿರಾಜು, ಮಂಜುನಾಥ್, ರಾಜಣ್ಣ, ಸುರೇಶ್, ಗಂಗಾಧರ್, ವೆಂಕಟೇಶ್, ರಾಮಚಂದ್ರ ಸೇರಿದಂತೆ ಹಳೆ ವಿದ್ಯಾರ್ಥಿಗಳು, ಊರಿನ ಮುಖಂಡರು, ಗ್ರಾಮಸ್ಥರು, ಮಕ್ಕಳ ಪೋಷಕರು ಕಾರ್ಯಕ್ರಮದಲ್ಲಿ ಭಾಗಿಯಾಗಿದ್ದರು.: [1284, 216, 1516, 402]
- zodiac-glyph-icon: ♊: [56, 1462, 89, 1505]
- film1-body: [608, 1691, 881, 2348]
- horoscope-row: [37, 1715, 589, 1798]
- zodiac-name: ತುಲಾ: [64, 1866, 81, 1877]
- sanje-cinema-logo: [904, 1480, 1276, 1590]
- zodiac-forecast: ನೀವು ನಿಮ್ಮ ಉತ್ತಮಗೊಳಿಸಲು ನಿಮ್ಮ ಸಮಯ ತೆಗೆದುಕೊಳ್ಳಲು ಸಾಧ್ಯವಿದೆ. ಸ್ನೇಹ, ಬಂಧುಗಳ ಸಹಕಾರ ದೊರೆಯಲಿದೆ. ವೈವಾಹಿಕ ಜೀವನದಲ್ಲಿ ಬಹಳ ವಿಶೇಷ ಸಂತೋಷ ಕಾಣಬಹುದು. ನಿಮ್ಮ ಆರ್ಥಿಕ ಸ್ಥಿತಿ ಸುಧಾರಿಸಲಿದೆ.: [115, 2071, 587, 2099]
- date-rule: [1336, 114, 1516, 116]
- zodiac-sign-icon: [37, 1542, 110, 1616]
- zodiac-glyph-icon: ♐: [56, 1988, 89, 2031]
- story2-col-3: [531, 790, 770, 1197]
- zodiac-sign-icon: [37, 1366, 110, 1441]
- zodiac-name: ಧನಸ್ಸು: [62, 2041, 83, 2052]
- story3-body-text: ಪ್ರಧಾನ ಮಂತ್ರಿ ಕೃಷಿ ಪತ್ತಿನ ಸಹಕಾರ ಸಂಘಗಳ ವತಿಯಿಂದ ಜಿಲ್ಲೆ ಹಾಗೂ ತಾಲ್ಲೂಕುಗಳಲ್ಲಿ ಜನೌಷಧ ಕೇಂದ್ರಗಳ ಸ್ಥಾಪನೆ ಮಾಡಲಿದ್ದು, ಸದರಿ ಕೇಂದ್ರಗಳಲ್ಲಿ ಕಾರ್ಯನಿರ್ವಹಿಸಲು ಡಿ ಫಾರ್ಮ ಅಥವಾ ಬಿ ಫಾರ್ಮ ಪದವಿಯಲ್ಲಿ ಉತ್ತೀರ್ಣರಾಗಿ ಪ್ರಮಾಣಪತ್ರ ಹೊಂದಿರುವ ಅಭ್ಯರ್ಥಿಗಳು ಸಂಬಂಧಪಟ್ಟ ಸಹಕಾರ ಸಂಘಗಳಿಗೆ ಪ್ರಮಾಣಪತ್ರ ಸಲ್ಲಿಸಲು ಮನವಿ ಮಾಡಲಾಗಿದೆ. ಹೆಚ್ಚಿನ ಮಾಹಿತಿಗಾಗಿ ಚಾಮರಾಜನಗರ ಸಹಕಾರ ಸಂಘಗಳ ಉಪ ನಿಬಂಧಕರು ಜಿ.ಎ. ಜ್ಯೋತಿ ಅರಸ್ (ಮೊ.ಸಂ 9008139232), ಗುಂಡ್ಲುಪೇಟೆ ತಾಲ್ಲೂಕು ಸಹಕಾರ ಸಂಘಗಳ ಅಭಿವೃದ್ಧಿ ಅಧಿಕಾರಿ ಎಂ.ಪಿ. ಪದ್ಮನಾಭ (ಮೊ.ಸಂ 8073184202), ಕೊಳ್ಳೇಗಾಲ ತಾಲ್ಲೂಕು ಸಹಕಾರ ಸಂಘಗಳ ಅಭಿವೃದ್ಧಿ ಅಧಿಕಾರಿ ಮಹಮದ್ ನದೀಂ (ಮೊ.ಸಂ 9986986892), ಯಳಂದೂರು ತಾಲ್ಲೂಕು ಸಹಕಾರ ಸಂಘಗಳ ಅಭಿವೃದ್ಧಿ ಅಧಿಕಾರಿ ಸುಧಾಮಣಿ (ಮೊ.ಸಂ 9900685310) ಸಂಪರ್ಕಿಸಬಹುದಾಗಿದೆ.: [786, 850, 1157, 988]
- zodiac-forecast: ವೈವಾಹಿಕ ಜೀವನವನ್ನು ಉತ್ತಮವಾಗಿಸಲು ನೀವು ಪ್ರಯತ್ನಗಳು ಬೇಕು. ನಿಮ್ಮ ಕೆಲಸದ ಸ್ಥಳದಲ್ಲಿ ಯಶಸ್ಸು ಸಿಗಲಿದೆ. ಹಣಕಾಸಿನ ಸ್ಥಿತಿ ಉತ್ತಮವಾಗಿರುತ್ತದೆ. ಆರೋಗ್ಯದ ಬಗ್ಗೆ ಗಮನ ಹರಿಸಿ.: [115, 1895, 587, 1923]
- film1-headline-line1: ಕೌಟುಂಬಿಕ: [652, 1585, 762, 1623]
- header-underline: [282, 115, 829, 117]
- zodiac-forecast: ಇಂದು ನೀವು ನಿಮ್ಮ ಹಣವನ್ನು ಖರ್ಚು ಮಾಡುವ ಅಗತ್ಯವಿಲ್ಲ. ಏಕೆಂದರೆ ಈ ದಿನ ಯಾವುದೇ ಹೊಸ ವ್ಯವಹಾರ ಮಾಡುವ ಮೊದಲು ಯೋಚಿಸಿ. ಪ್ರೇಮ ಜೀವನ ಉತ್ತಮವಾಗಿ ಇರಲಿದೆ. ಕುಟುಂಬದಲ್ಲಿ ಸಂತೋಷ ಕಂಡುಬರುತ್ತದೆ.: [115, 1720, 587, 1748]
- horoscope-row: [37, 1803, 589, 1886]
- zodiac-name: ಮೇಷ: [63, 1339, 82, 1350]
- lead-col-3: [528, 506, 772, 732]
- lead-photo-2: [1047, 215, 1270, 389]
- story4-url-2[interactable]: departmentservice: [1171, 883, 1516, 912]
- email-label: Email: [282, 76, 364, 108]
- zodiac-sign-icon: [37, 1279, 110, 1353]
- lead-col-2: [286, 215, 518, 732]
- date: 14 ಮೇ 2025: [1350, 85, 1472, 108]
- zodiac-name: ಸಿಂಹ: [64, 1690, 81, 1701]
- zodiac-sign-icon: [37, 2244, 110, 2318]
- film2-body: [904, 1395, 1516, 1476]
- zodiac-sign-icon: [37, 1893, 110, 1967]
- story3-vrule: [1164, 742, 1166, 1197]
- cinema-label: ಸಿನಿಮಾ: [997, 1538, 1099, 1584]
- story2-headline: ಗ್ರಾಮಗಳಿಗೆ ತೆರಳಿ ಪೋಡಿ ಕಾರ್ಯ ಕೈಗೊಳ್ಳಿ: ಕೃಷ್ಣ ಬೈರೇಗೌಡ: [41, 742, 669, 780]
- zodiac-name: ವೃಷಭ: [63, 1427, 83, 1438]
- film2-title-quoted: ‘ಪೀಟರ್’: [904, 1215, 1022, 1261]
- lead-vrule-5: [1277, 215, 1278, 732]
- story4-dateline: ಚಾಮರಾಜನಗರ:: [1185, 787, 1247, 800]
- horoscope-title: ದಿನ ಭವಿಷ್ಯ-2025: [195, 1224, 436, 1265]
- zodiac-forecast: ನಿಮ್ಮ ಭಾವನೆಗಳನ್ನು ವಿಶೇಷವಾಗಿ ಕೋಪವನ್ನು ನಿಯಂತ್ರಿಸಲು ಪ್ರಯತ್ನಿಸಿ. ನಿಮ್ಮ ವಿದ್ಯಾರ್ಥಿಗಳಿಗೆ ಅಧ್ಯಯನದ ಕಡೆ ಗಮನ ಹರಿಸಲು ಸೂಚನೆ. ಆರ್ಥಿಕ ಲಾಭದ ಸಾಧ್ಯತೆ ಇದೆ. ಸಂಬಂಧಿಕರ ಜೊತೆ ಕಳೆದ ಸಮಯ ನಿಮಗೆ ಸಂತೋಷ ತರಲಿದೆ.: [115, 1281, 587, 1309]
- zodiac-name: ಮಿಥುನ: [61, 1515, 84, 1526]
- film3-tail: ...ನಮೋ ವೆಂಕಟೇಶ: [1444, 1914, 1516, 1927]
- horoscope-row: [37, 2242, 589, 2325]
- zodiac-forecast: ಮಾತನಾಡುವ ಮೊದಲು ಯೋಚಿಸಿ. ಮೊಂಡುತನ ಬಿಡಿ. ಕೆಲಸದ ಸ್ಥಳದಲ್ಲಿ ಪ್ರಶಂಸೆ ದೊರೆಯಲಿದೆ. ಹಣಕಾಸಿನ ವಿಷಯಗಳಲ್ಲಿ ಸಾವಧಾನತೆ ಅಗತ್ಯ. ವಿದ್ಯಾರ್ಥಿಗಳಿಗೆ ಶುಭ ದಿನ. ಹಳೆಯ ಸ್ನೇಹಿತರ ಭೇಟಿ ಸಾಧ್ಯತೆ ಇದೆ.: [115, 1808, 587, 1835]
- story4-body: [1171, 786, 1516, 1197]
- horoscope-row: [37, 1978, 589, 2062]
- film1-headline-line2: ಕಥೆ ಶೀಘ್ರ ತೆರೆಗೆ: [659, 1636, 829, 1674]
- lead-vrule-4: [1040, 215, 1041, 732]
- report-credit: ವರದಿ: ಮೇಘಾ ಕಲಿ: [1148, 1573, 1214, 1585]
- film1-headline-box: [608, 1576, 881, 1687]
- lead-col-5: [1047, 394, 1270, 732]
- zodiac-sign-icon: [37, 1805, 110, 1880]
- film3-headline: ನವ ಪ್ರತಿಭೆಗಳ ಹೊಸ ಚಿತ್ರ: [904, 1663, 1354, 1726]
- lead-col4-text: ನಂತರ ಬೊಮ್ಮಸಂದ್ರ ಗ್ರಾಮದ ಸರ್ಕಾರಿ ಶಾಲೆಯ ಪಂಚಾಯಿತಿ ಪ್ರತಿನಿಧಿ ಸದಸ್ಯರು, ಗ್ರಾಮದ ಮುಖಂಡರು ಕೃಷ್ಣಮೂರ್ತಿ, ಶ್ರೀನಿವಾಸ್, ಅಂಬರೀಶ್ ಸೇರಿದಂತೆ ಹಲವು ಶಿಕ್ಷಕರು ಬೊಮ್ಮಸಂದ್ರ ಗ್ರಾಮದ ಶಾಲೆಯಲ್ಲಿ ತಮ್ಮ ಅನುಭವಗಳನ್ನು ಹಂಚಿಕೊಂಡು ಮಕ್ಕಳು ಹಾಗೂ ಪೋಷಕರಿಗೆ ಶುಭ ಕೋರಿದರು.: [784, 507, 1033, 582]
- zodiac-forecast: ಇಂದು ನಿಮಗೆ ಹಣದ ಅಗತ್ಯವಿರುತ್ತದೆ. ನಿಮ್ಮ ನಿರೀಕ್ಷೆಗಳು ಪೂರೈಸಲಿವೆ. ಸಾಮಾಜಿಕ ಕೆಲಸಗಳಲ್ಲಿ ನಿಮ್ಮ ಭಾಗವಹಿಸುವಿಕೆ ಹೆಚ್ಚಾಗಲಿದೆ. ನಿಮ್ಮ ಆರೋಗ್ಯ ಉತ್ತಮವಾಗಿರುತ್ತದೆ. ಇಂದು ದಿನ ನಿಮ್ಮ ಬಗ್ಗೆ ಚಿಂತಿಸುತ್ತಿರಿ.: [115, 2246, 587, 2274]
- zodiac-name: ಕರ್ಕಾಟಕ: [59, 1602, 86, 1613]
- horoscope-title-bar: [37, 1216, 594, 1272]
- header-rule-right: [1197, 87, 1325, 89]
- lead-vrule-1: [279, 215, 280, 732]
- horoscope-row: [37, 1540, 589, 1623]
- story4-rule: [1171, 780, 1516, 781]
- story2-vrule-1: [279, 790, 280, 1197]
- zodiac-forecast: ನಿಮ್ಮ ಜೀವನದಲ್ಲಿ ಆರೋಗ್ಯದ ವಿಷಯಗಳು ಸಂಭವಿಸಲು ನಿಮ್ಮ ದೀರ್ಘಕಾಲದಿಂದ ಕಾಯುತ್ತಿದ್ದೀರಿ. ನಿಮಗೆ ಈಗ ಸುಲಭವಾಗಿ ಪರಿಹಾರ ದೊರೆಯಲಿದೆ. ನಿಮ್ಮ ಜೀವನದಲ್ಲಿ ನಿಮ್ಮ ಮನದ ಅಭಿಲಾಷೆ ಈಡೇರಲಿದೆ. ರಕ್ತದೊತ್ತಡದ ರೋಗಿಗಳು ಕಾಳಜಿ ವಹಿಸಿ.: [115, 1632, 587, 1660]
- zodiac-name: ಕನ್ಯಾ: [66, 1778, 80, 1789]
- story4-url-3[interactable]: https://dom.karnataka.gov.in: [1209, 899, 1368, 912]
- zodiac-glyph-icon: ♈: [56, 1286, 89, 1329]
- story2-col-2: [286, 790, 518, 1197]
- film2-line3: ಅಜಯ್ ದನಿ: [976, 1341, 1135, 1384]
